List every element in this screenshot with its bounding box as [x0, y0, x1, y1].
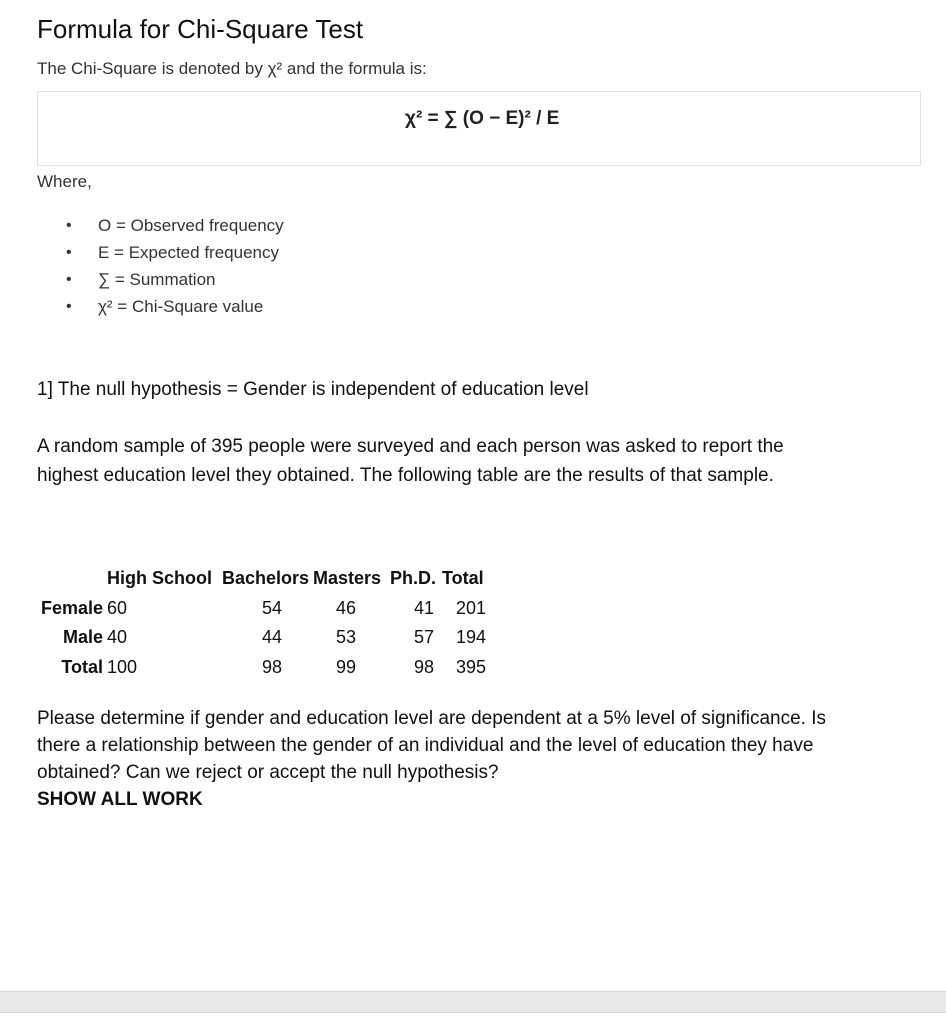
horizontal-scrollbar[interactable] — [0, 991, 946, 1013]
table-cell: 60 — [107, 597, 128, 618]
column-header: Ph.D. — [390, 568, 437, 589]
table-cell: 201 — [456, 597, 487, 618]
table-cell: 57 — [414, 627, 435, 648]
formula-box — [37, 91, 921, 166]
where-label: Where, — [37, 172, 92, 191]
definition-list — [60, 215, 284, 323]
table-row — [37, 623, 502, 653]
table-cell: 99 — [336, 656, 357, 677]
results-table — [37, 564, 502, 682]
table-cell: 46 — [336, 597, 357, 618]
table-cell: 98 — [414, 656, 435, 677]
column-header: Masters — [313, 568, 382, 589]
question-text: Please determine if gender and education level are dependent at a 5% level of significance. Is there a relationship between the gender of an individual and the level of education they have obtained? Can we reject or accept the null hypothesis? — [37, 708, 827, 783]
chi-square-formula: χ² = ∑ (O − E)² / E — [405, 108, 560, 129]
definition-text: E = Expected frequency — [98, 243, 279, 262]
table-cell: 54 — [262, 597, 283, 618]
definition-text: O = Observed frequency — [98, 216, 284, 235]
table-cell: 100 — [107, 656, 138, 677]
bullet-icon: • — [66, 244, 72, 261]
row-label: Female — [40, 597, 103, 618]
definition-item — [60, 296, 284, 323]
page-title: Formula for Chi-Square Test — [37, 14, 364, 44]
column-header: Total — [442, 568, 484, 589]
definition-text: χ² = Chi-Square value — [98, 297, 264, 316]
table-cell: 44 — [262, 627, 283, 648]
show-all-work-instruction: SHOW ALL WORK — [37, 789, 203, 810]
formula-intro: The Chi-Square is denoted by χ² and the formula is: — [37, 59, 427, 78]
question-block — [37, 705, 857, 813]
table-cell: 194 — [456, 627, 487, 648]
definition-item — [60, 242, 284, 269]
bullet-icon: • — [66, 271, 72, 288]
null-hypothesis: 1] The null hypothesis = Gender is independent of education level — [37, 379, 589, 400]
table-row — [37, 594, 502, 624]
table-cell: 40 — [107, 627, 128, 648]
sample-description: A random sample of 395 people were surveyed and each person was asked to report the highest education level they obtained. The following table are the results of that sample. — [37, 436, 784, 486]
definition-item — [60, 215, 284, 242]
table-row — [37, 653, 502, 683]
table-cell: 395 — [456, 656, 487, 677]
table-header-row — [37, 564, 502, 594]
row-label: Male — [62, 627, 103, 648]
table-corner-cell — [37, 564, 107, 594]
bullet-icon: • — [66, 298, 72, 315]
definition-item — [60, 269, 284, 296]
table-cell: 98 — [262, 656, 283, 677]
table-cell: 53 — [336, 627, 357, 648]
bullet-icon: • — [66, 217, 72, 234]
column-header: Bachelors — [222, 568, 310, 589]
column-header: High School — [107, 568, 212, 589]
row-label: Total — [61, 656, 103, 677]
definition-text: ∑ = Summation — [98, 270, 216, 289]
table-cell: 41 — [414, 597, 435, 618]
